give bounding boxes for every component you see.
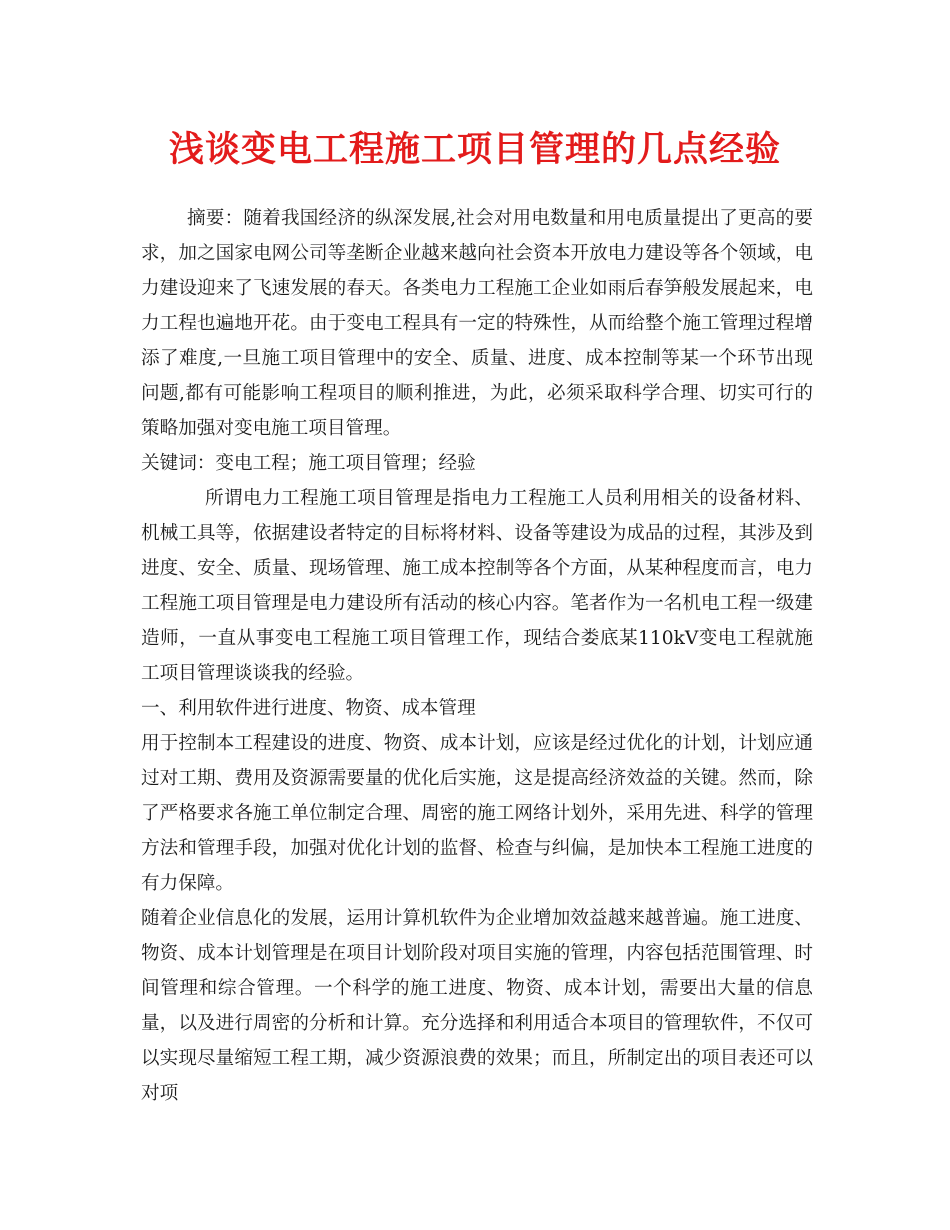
abstract-paragraph: 摘要：随着我国经济的纵深发展,社会对用电数量和用电质量提出了更高的要求，加之国家电网公司等垄断企业越来越向社会资本开放电力建设等各个领域，电力建设迎来了飞速发展的春天。各类电力工程施工企业如雨后春笋般发展起来，电力工程也遍地开花。由于变电工程具有一定的特殊性，从而给整个施工管理过程增添了难度,一旦施工项目管理中的安全、质量、进度、成本控制等某一个环节出现问题,都有可能影响工程项目的顺利推进，为此，必须采取科学合理、切实可行的策略加强对变电施工项目管理。: [141, 208, 813, 439]
body-paragraph: 随着企业信息化的发展，运用计算机软件为企业增加效益越来越普遍。施工进度、物资、成本计划管理是在项目计划阶段对项目实施的管理，内容包括范围管理、时间管理和综合管理。一个科学的施工进度、物资、成本计划，需要出大量的信息量，以及进行周密的分析和计算。充分选择和利用适合本项目的管理软件，不仅可以实现尽量缩短工程工期，减少资源浪费的效果；而且，所制定出的项目表还可以对项: [141, 908, 813, 1104]
keywords-line: 关键词：变电工程；施工项目管理；经验: [141, 453, 476, 474]
body-paragraph: 用于控制本工程建设的进度、物资、成本计划，应该是经过优化的计划，计划应通过对工期、费用及资源需要量的优化后实施，这是提高经济效益的关键。然而，除了严格要求各施工单位制定合理、周密的施工网络计划外，采用先进、科学的管理方法和管理手段，加强对优化计划的监督、检查与纠偏，是加快本工程施工进度的有力保障。: [141, 733, 813, 894]
document-body: [141, 201, 813, 1111]
section-heading: 一、利用软件进行进度、物资、成本管理: [141, 698, 476, 719]
intro-paragraph: 所谓电力工程施工项目管理是指电力工程施工人员利用相关的设备材料、机械工具等，依据建设者特定的目标将材料、设备等建设为成品的过程，其涉及到进度、安全、质量、现场管理、施工成本控制等各个方面，从某种程度而言，电力工程施工项目管理是电力建设所有活动的核心内容。笔者作为一名机电工程一级建造师，一直从事变电工程施工项目管理工作，现结合娄底某110kV变电工程就施工项目管理谈谈我的经验。: [141, 488, 813, 684]
document-title: 浅谈变电工程施工项目管理的几点经验: [168, 129, 781, 170]
